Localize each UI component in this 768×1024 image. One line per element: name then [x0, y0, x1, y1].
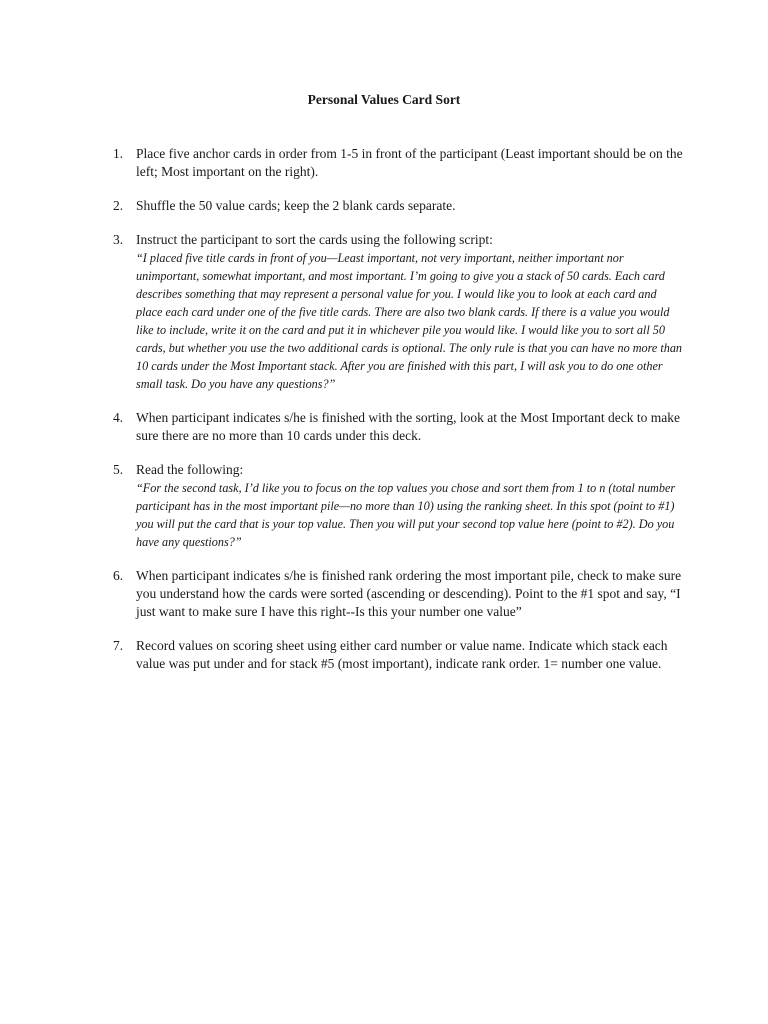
- step-number: 2.: [113, 198, 124, 213]
- list-item: [113, 197, 683, 215]
- step-text: Instruct the participant to sort the cards using the following script:: [136, 232, 493, 247]
- list-item: [113, 145, 683, 181]
- step-number: 4.: [113, 410, 124, 425]
- page-title: Personal Values Card Sort: [307, 92, 461, 107]
- step-text: When participant indicates s/he is finished with the sorting, look at the Most Important deck to make sure there are no more than 10 cards under this deck.: [136, 410, 681, 443]
- list-item: [113, 409, 683, 445]
- list-item: [113, 637, 683, 673]
- step-text: When participant indicates s/he is finished rank ordering the most important pile, check to make sure you understand how the cards were sorted (ascending or descending). Point to the #1 spot and say, “I just want to make sure I have this right--Is this your number one value”: [136, 568, 682, 619]
- step-text: Place five anchor cards in order from 1-5 in front of the participant (Least important should be on the left; Most important on the right).: [136, 146, 683, 179]
- step-number: 1.: [113, 146, 124, 161]
- step-number: 5.: [113, 462, 124, 477]
- instruction-list: [113, 145, 683, 689]
- script-quote: “For the second task, I’d like you to focus on the top values you chose and sort them from 1 to n (total number participant has in the most important pile—no more than 10) using the ranking sheet. In this spot (point to #1) you will put the card that is your top value. Then you will put your second top value here (point to #2). Do you have any questions?”: [136, 481, 676, 549]
- list-item: [113, 231, 683, 393]
- script-quote: “I placed five title cards in front of you—Least important, not very important, neither important nor unimportant, somewhat important, and most important. I’m going to give you a stack of 50 cards. Each card describes something that may represent a personal value for you. I would like you to look at each card and place each card under one of the five title cards. There are also two blank cards. If there is a value you would like to include, write it on the card and put it in whichever pile you would like. I would like you to sort all 50 cards, but whether you use the two additional cards is optional. The only rule is that you can have no more than 10 cards under the Most Important stack. After you are finished with this part, I will ask you to do one other small task. Do you have any questions?”: [136, 251, 683, 391]
- step-number: 3.: [113, 232, 124, 247]
- list-item: [113, 567, 683, 621]
- step-text: Read the following:: [136, 462, 244, 477]
- list-item: [113, 461, 683, 551]
- step-number: 7.: [113, 638, 124, 653]
- step-text: Record values on scoring sheet using either card number or value name. Indicate which stack each value was put under and for stack #5 (most important), indicate rank order. 1= number one value.: [136, 638, 668, 671]
- step-text: Shuffle the 50 value cards; keep the 2 blank cards separate.: [136, 198, 456, 213]
- step-number: 6.: [113, 568, 124, 583]
